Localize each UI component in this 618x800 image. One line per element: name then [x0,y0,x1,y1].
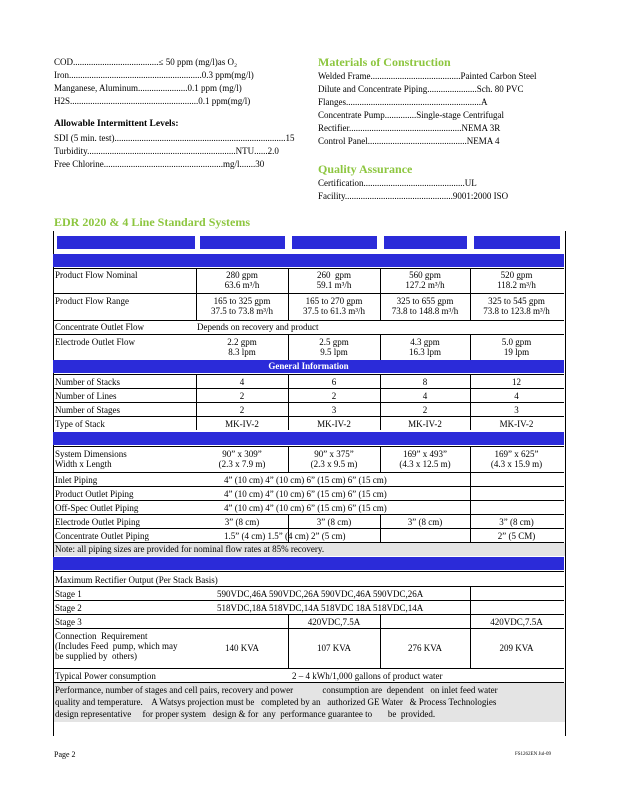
value-cell: 3 [514,405,519,415]
material-row-piping: Dilute and Concentrate Piping......................Sch. 80 PVC [318,84,524,94]
material-row-flanges: Flanges............................................................A [318,97,488,107]
value-cell: 4 [239,377,245,387]
value-cell: 420VDC,7.5A [490,617,543,627]
value-cell: 4” (10 cm) 4” (10 cm) 6” (15 cm) 6” (15 cm) [224,475,387,485]
row-label: Off-Spec Outlet Piping [55,503,139,513]
row-label: Stage 2 [55,603,82,613]
value-cell: MK-IV-2 [225,419,259,429]
material-row-frame: Welded Frame........................................Painted Carbon Steel [318,71,537,81]
value-cell: 6 [331,377,337,387]
value-cell: 3” (8 cm) [224,517,260,527]
value-cell: 169” x 625” (4.3 x 15.9 m) [490,449,543,469]
value-cell: 165 to 270 gpm 37.5 to 61.3 m³/h [303,296,365,316]
general-info-heading: General Information [268,361,349,371]
value-cell: 5.0 gpm 19 lpm [501,337,532,357]
value-cell: 169” x 493” (4.3 x 12.5 m) [399,449,451,469]
material-row-rectifier: Rectifier..................................................NEMA 3R [318,123,501,133]
qa-row-certification: Certification.............................................UL [318,178,477,188]
value-cell: 4.3 gpm 16.3 lpm [408,337,441,357]
value-cell: 4” (10 cm) 4” (10 cm) 6” (15 cm) 6” (15 cm) [224,489,387,499]
row-label: System Dimensions Width x Length [55,449,127,469]
piping-note: Note: all piping sizes are provided for nominal flow rates at 85% recovery. [54,543,565,556]
spec-row-chlorine: Free Chlorine.....................................................mg/l.......30 [54,159,265,169]
value-cell: 560 gpm 127.2 m³/h [405,270,445,290]
value-cell: 3” (8 cm) [499,517,534,527]
value-cell: 3 [331,405,337,415]
document-code: FS1262EN Jul-09 [515,752,551,757]
value-cell: 107 KVA [316,643,352,653]
spec-row-turbidity: Turbidity..................................................................NTU......2.0 [54,146,279,156]
value-cell: 520 gpm 118.2 m³/h [497,270,536,290]
page-number: Page 2 [54,750,76,759]
header-cell [474,236,560,249]
row-label: Inlet Piping [55,475,98,485]
value-cell: Depends on recovery and product [197,322,319,332]
value-cell: 4” (10 cm) 4” (10 cm) 6” (15 cm) 6” (15 cm) [224,503,387,513]
row-label: Number of Stages [55,405,120,415]
spec-row-cod: COD......................................≤ 50 ppm (mg/l)as O₂ [54,57,238,67]
section-bar [53,432,564,445]
row-label: Product Flow Nominal [55,270,138,280]
value-cell: 2 [239,391,245,401]
value-cell: 260 gpm 59.1 m³/h [316,270,352,290]
value-cell: 4 [422,391,428,401]
general-info-bar [53,360,564,373]
value-cell: 3” (8 cm) [316,517,352,527]
value-cell: 420VDC,7.5A [307,617,361,627]
header-cell [292,236,377,249]
value-cell: 1.5” (4 cm) 1.5” (4 cm) 2” (5 cm) [224,531,346,541]
header-cell [384,236,467,249]
section-bar [53,557,564,570]
value-cell: 12 [512,377,521,387]
value-cell: 3” (8 cm) [407,517,443,527]
header-cell [200,236,285,249]
qa-heading: Quality Assurance [318,162,413,176]
value-cell: 90” x 309” (2.3 x 7.9 m) [218,449,266,469]
material-row-pump: Concentrate Pump..............Single-stage Centrifugal [318,110,504,120]
value-cell: 590VDC,46A 590VDC,26A 590VDC,46A 590VDC,26A [217,589,424,599]
value-cell: 8 [422,377,428,387]
row-label: Typical Power consumption [55,671,156,681]
row-label: Electrode Outlet Piping [55,517,140,527]
row-label: Electrode Outlet Flow [55,337,135,347]
value-cell: 90” x 375” (2.3 x 9.5 m) [310,449,358,469]
table-title: EDR 2020 & 4 Line Standard Systems [54,215,251,229]
row-label: Stage 3 [55,617,82,627]
material-row-control-panel: Control Panel............................................NEMA 4 [318,136,500,146]
value-cell: 2 [422,405,428,415]
row-label: Concentrate Outlet Flow [55,322,144,332]
qa-row-facility: Facility................................................9001:2000 ISO [318,191,509,201]
value-cell: MK-IV-2 [499,419,534,429]
value-cell: MK-IV-2 [408,419,442,429]
value-cell: 140 KVA [224,643,260,653]
row-label: Type of Stack [55,419,105,429]
value-cell: 4 [514,391,519,401]
row-label: Stage 1 [55,589,82,599]
materials-heading: Materials of Construction [318,55,451,69]
spec-row-manganese: Manganese, Aluminum......................0.1 ppm (mg/l) [54,83,242,93]
value-cell: 276 KVA [407,643,443,653]
section-bar [53,254,564,267]
value-cell: 165 to 325 gpm 37.5 to 73.8 m³/h [211,296,273,316]
header-cell [57,236,195,249]
value-cell: 2 – 4 kWh/1,000 gallons of product water [292,671,443,681]
row-label: Product Flow Range [55,296,129,306]
rectifier-heading: Maximum Rectifier Output (Per Stack Basis) [55,575,218,585]
allowable-heading: Allowable Intermittent Levels: [54,119,179,129]
row-label: Connection Requirement (Includes Feed pump, which may be supplied by others) [55,631,178,661]
performance-footnote: Performance, number of stages and cell pairs, recovery and power consumption are dependent on inlet feed water quality and temperature. A Watsys projection must be completed by an authorized GE Water & Process Technologies design representative for proper system design & for any performance guarantee to be provided. [54,683,565,722]
value-cell: 2.2 gpm 8.3 lpm [227,337,257,357]
row-label: Number of Stacks [55,377,120,387]
spec-row-h2s: H2S.........................................................0.1 ppm(mg/l) [54,96,251,106]
value-cell: 2” (5 CM) [497,531,536,541]
value-cell: 2 [331,391,337,401]
value-cell: 518VDC,18A 518VDC,14A 518VDC 18A 518VDC,14A [217,603,424,613]
spec-row-sdi: SDI (5 min. test)............................................................................15 [54,133,295,143]
value-cell: 280 gpm 63.6 m³/h [224,270,260,290]
row-label: Concentrate Outlet Piping [55,531,149,541]
value-cell: 2 [239,405,245,415]
row-label: Number of Lines [55,391,117,401]
row-label: Product Outlet Piping [55,489,134,499]
value-cell: 325 to 655 gpm 73.8 to 148.8 m³/h [391,296,459,316]
value-cell: MK-IV-2 [317,419,351,429]
value-cell: 325 to 545 gpm 73.8 to 123.8 m³/h [483,296,550,316]
value-cell: 2.5 gpm 9.5 lpm [319,337,349,357]
spec-row-iron: Iron...........................................................0.3 ppm(mg/l) [54,70,254,80]
value-cell: 209 KVA [499,643,534,653]
